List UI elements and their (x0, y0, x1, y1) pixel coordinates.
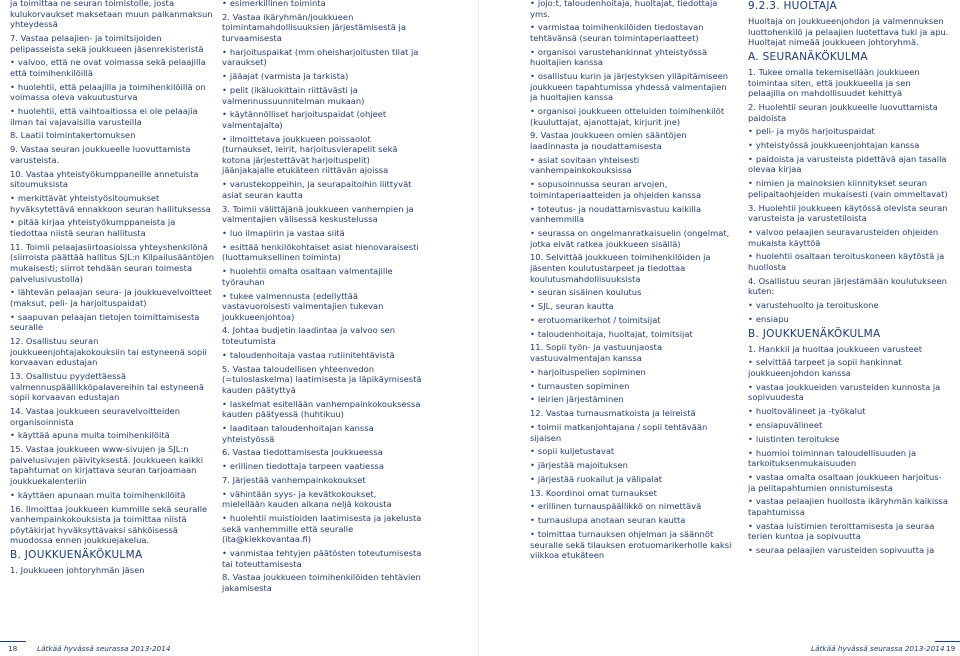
bullet-item: • nimien ja mainoksien kiinnitykset seuran pelipaitaohjeiden mukaisesti (vain ommeltavat) (748, 178, 950, 199)
paragraph: ja toimittaa ne seuran toimistolle, josta kulukorvaukset maksetaan muun palkanmaksun yhteydessä (10, 0, 213, 30)
bullet-item: • harjoituspelien sopiminen (530, 367, 735, 378)
bullet-item: • sopusoinnussa seuran arvojen, toimintaperiaatteiden ja ohjeiden kanssa (530, 179, 735, 200)
bullet-item: • varmistaa toimihenkilöiden tiedostavan tehtävänsä (seuran toimintaperiaatteet) (530, 22, 735, 43)
bullet-item: • leirien järjestäminen (530, 394, 735, 405)
bullet-item: • turnauslupa anotaan seuran kautta (530, 515, 735, 526)
left-page-column-1 (10, 0, 215, 579)
left-footer-title: Lätkää hyvässä seurassa 2013-2014 (37, 644, 171, 653)
paragraph: 3. Toimii välittäjänä joukkueen vanhempien ja valmentajien välisessä keskustelussa (222, 203, 414, 225)
bullet-item: • valvoo pelaajien seuravarusteiden ohjeiden mukaista käyttöä (748, 227, 950, 248)
paragraph: 3. Huolehtii joukkueen käytössä olevista seuran varusteista ja varustetiloista (748, 202, 948, 224)
bullet-item: • turnausten sopiminen (530, 381, 735, 392)
right-footer-text (811, 644, 945, 653)
section-heading: A. SEURANÄKÖKULMA (748, 50, 868, 63)
paragraph: 11. Sopii työn- ja vastuunjaosta vastuuvalmentajan kanssa (530, 342, 663, 364)
section-heading: B. JOUKKUENÄKÖKULMA (10, 549, 143, 562)
section-heading: B. JOUKKUENÄKÖKULMA (748, 327, 881, 340)
bullet-item: • vastaa joukkueiden varusteiden kunnosta ja sopivuudesta (748, 382, 950, 403)
bullet-item: • järjestää ruokailut ja välipalat (530, 474, 735, 485)
bullet-item: • varustekoppeihin, ja seurapaitoihin liittyvät asiat seuran kautta (222, 179, 422, 200)
right-page-column-1 (530, 0, 735, 564)
bullet-item: • esittää henkilökohtaiset asiat hienovaraisesti (luottamuksellinen toiminta) (222, 242, 422, 263)
bullet-item: • jojo:t, taloudenhoitaja, huoltajat, tiedottaja yms. (530, 0, 735, 19)
footer-rule-right (935, 641, 960, 642)
paragraph: 10. Vastaa yhteistyökumppaneille annetuista sitoumuksista (10, 168, 199, 190)
bullet-item: • asiat sovitaan yhteisesti vanhempainkokouksissa (530, 155, 735, 176)
bullet-item: • huolehtii osaltaan teroituskoneen käytöstä ja huollosta (748, 251, 950, 272)
bullet-item: • jääajat (varmista ja tarkista) (222, 71, 422, 82)
section-heading: 9.2.3. HUOLTAJA (748, 0, 838, 12)
paragraph: 11. Toimii pelaajasiirtoasioissa yhteyshenkilönä (siirroista päättää hallitus SJL:n Kilpailusääntöjen mukaisesti; siirrot tehdään seuran toimesta palvelusivustolla) (10, 241, 215, 284)
bullet-item: • peli- ja myös harjoituspaidat (748, 126, 950, 137)
bullet-item: • ilmoittetava joukkueen poissaolot (turnaukset, leirit, harjoitusvierapelit sekä kotona järjestettävät harjoituspelit) jäänjakajalle etukäteen riittävän ajoissa (222, 134, 422, 176)
bullet-item: • organisoi joukkueen otteluiden toimihenkilöt (kuuluttajat, ajanottajat, kirjurit jne) (530, 106, 735, 127)
bullet-item: • laskelmat esitellään vanhempainkokouksessa kauden päätyessä (huhtikuu) (222, 399, 422, 420)
bullet-item: • toteutus- ja noudattamisvastuu kaikilla vanhemmilla (530, 204, 735, 225)
bullet-item: • pelit (ikäluokittain riittävästi ja valmennussuunnitelman mukaan) (222, 85, 422, 106)
paragraph: 9. Vastaa seuran joukkueelle luovuttamista varusteista. (10, 144, 191, 165)
paragraph: 1. Hankkii ja huoltaa joukkueen varusteet (748, 343, 923, 354)
bullet-item: • varustehuolto ja teroituskone (748, 300, 950, 311)
bullet-item: • seuran sisäinen koulutus (530, 287, 735, 298)
bullet-item: • toimittaa turnauksen ohjelman ja säännöt seuralle sekä tilauksen erotuomarikerholle kaksi viikkoa etukäteen (530, 529, 735, 561)
bullet-item: • taloudenhoitaja, huoltajat, toimitsijat (530, 329, 735, 340)
paragraph: 6. Vastaa tiedottamisesta joukkueessa (222, 447, 383, 458)
bullet-item: • vanmistaa tehtyjen päätösten toteutumisesta tai toteuttamisesta (222, 548, 422, 569)
bullet-item: • harjoituspaikat (mm oheisharjoitusten tilat ja varaukset) (222, 47, 422, 68)
right-footer-title: Lätkää hyvässä seurassa 2013-2014 (811, 644, 945, 653)
paragraph: 7. Vastaa pelaajien- ja toimitsijoiden pelipasseista sekä joukkueen jäsenrekisteristä (10, 32, 204, 54)
left-page-column-2 (222, 0, 422, 597)
paragraph: 12. Osallistuu seuran joukkueenjohtajakokouksiin tai estyneenä sopii korvaavan edustajan (10, 336, 207, 368)
paragraph: 1. Joukkueen johtoryhmän jäsen (10, 565, 145, 576)
bullet-item: • esimerkillinen toiminta (222, 0, 422, 9)
bullet-item: • organisoi varustehankinnat yhteistyössä huoltajien kanssa (530, 47, 735, 68)
left-footer-text (37, 644, 171, 653)
bullet-item: • sopii kuljetustavat (530, 446, 735, 457)
bullet-item: • huolehtii muistioiden laatimisesta ja jakelusta sekä vanhemmille että seuralle (ita@kiekkovantaa.fi) (222, 513, 422, 545)
paragraph: Huoltaja on joukkueenjohdon ja valmennuksen luottohenkilö ja pelaajien luotettava tuki ja apu. Huoltajat nimeää joukkueen johtoryhmä. (748, 16, 949, 48)
bullet-item: • osallistuu kurin ja järjestyksen ylläpitämiseen joukkueen tapahtumissa yhdessä valmentajien ja huoltajien kanssa (530, 71, 735, 103)
bullet-item: • merkittävät yhteistyösitoumukset hyväksytettävä ennakkoon seuran hallituksessa (10, 193, 215, 214)
bullet-item: • SJL, seuran kautta (530, 301, 735, 312)
bullet-item: • vastaa pelaajien huollosta ikäryhmän kaikissa tapahtumissa (748, 496, 950, 517)
bullet-item: • valvoo, että ne ovat voimassa sekä pelaajilla että toimihenkilöillä (10, 57, 215, 78)
paragraph: 2. Huolehtii seuran joukkueelle luovuttamista paidoista (748, 101, 938, 123)
bullet-item: • saapuvan pelaajan tietojen toimittamisesta seuralle (10, 312, 215, 333)
bullet-item: • huolehtii, että vaihtoaitiossa ei ole pelaajia ilman tai vajavaisilla varusteilla (10, 106, 215, 127)
bullet-item: • toimii matkanjohtajana / sopii tehtävään sijaisen (530, 422, 735, 443)
bullet-item: • ensiapuvälineet (748, 420, 950, 431)
footer-rule-left (0, 641, 26, 642)
bullet-item: • yhteistyössä joukkueenjohtajan kanssa (748, 140, 950, 151)
bullet-item: • huolehtii, että pelaajilla ja toimihenkilöillä on voimassa oleva vakuutusturva (10, 82, 215, 103)
right-page-column-2 (748, 0, 950, 559)
bullet-item: • järjestää majoituksen (530, 460, 735, 471)
bullet-item: • huoltovälineet ja -työkalut (748, 406, 950, 417)
bullet-item: • luistinten teroitukse (748, 434, 950, 445)
bullet-item: • taloudenhoitaja vastaa rutiinitehtävistä (222, 350, 422, 361)
paragraph: 15. Vastaa joukkueen www-sivujen ja SJL:n palvelusivujen päivityksestä. Joukkueen kaikki tapahtumat on kirjattava seuran tarjoamaan joukkuekalenteriin (10, 444, 204, 486)
bullet-item: • laaditaan taloudenhoitajan kanssa yhteistyössä (222, 423, 422, 444)
left-page-number: 18 (8, 644, 18, 653)
bullet-item: • käyttää apuna muita toimihenkilöitä (10, 430, 215, 441)
bullet-item: • huomioi toiminnan taloudellisuuden ja tarkoituksenmukaisuuden (748, 448, 950, 469)
bullet-item: • selvittää tarpeet ja sopii hankinnat joukkueenjohdon kanssa (748, 357, 950, 378)
bullet-item: • paidoista ja varusteista pidettävä ajan tasalla olevaa kirjaa (748, 154, 950, 175)
paragraph: 9. Vastaa joukkueen omien sääntöjen laadinnasta ja noudattamisesta (530, 130, 687, 152)
bullet-item: • vastaa luistimien teroittamisesta ja seuraa terien kuntoa ja sopivuutta (748, 521, 950, 542)
paragraph: 4. Osallistuu seuran järjestämään koulutukseen kuten: (748, 275, 947, 297)
paragraph: 13. Osallistuu pyydettäessä valmennuspäällikköpalavereihin tai estyneenä sopii korvaavan edustajan (10, 371, 204, 403)
paragraph: 5. Vastaa taloudellisen yhteenvedon (=tuloslaskelma) laatimisesta ja läpikäymisestä kauden päätyttyä (222, 363, 422, 395)
paragraph: 7. Järjestää vanhempainkokoukset (222, 474, 366, 485)
bullet-item: • lähtevän pelaajan seura- ja joukkuevelvoitteet (maksut, peli- ja harjoituspaidat) (10, 287, 215, 308)
paragraph: 16. Ilmoittaa joukkueen kummille sekä seuralle vanhempainkokouksista ja toimittaa niistä pöytäkirjat hyväksyttävaksi sähköisessä muodossa ennen joukkuejakelua. (10, 503, 208, 546)
bullet-item: • luo ilmapiirin ja vastaa siitä (222, 228, 422, 239)
bullet-item: • käytännölliset harjoituspaidat (ohjeet valmentajalta) (222, 109, 422, 130)
bullet-item: • pitää kirjaa yhteistyökumppaneista ja tiedottaa niistä seuran hallitusta (10, 217, 215, 238)
bullet-item: • vähintään syys- ja kevätkokoukset, mielellään kauden aikana neljä kokousta (222, 489, 422, 510)
paragraph: 1. Tukee omalla tekemisellään joukkueen toimintaa siten, että joukkueella ja sen pelaajilla on mahdollisuudet kehittyä (748, 66, 920, 99)
bullet-item: • vastaa omalta osaltaan joukkueen harjoitus- ja pelitapahtumien onnistumisesta (748, 472, 950, 493)
bullet-item: • erillinen tiedottaja tarpeen vaatiessa (222, 461, 422, 472)
bullet-item: • seurassa on ongelmanratkaisuelin (ongelmat, jotka eivät ratkea joukkueen sisällä) (530, 228, 735, 249)
paragraph: 8. Laatii toimintakertomuksen (10, 130, 136, 141)
paragraph: 8. Vastaa joukkueen toimihenkilöiden tehtävien jakamisesta (222, 572, 421, 593)
bullet-item: • erotuomarikerhot / toimitsijat (530, 315, 735, 326)
paragraph: 12. Vastaa turnausmatkoista ja leireistä (530, 408, 696, 419)
paragraph: 13. Koordinoi omat turnaukset (530, 487, 657, 498)
paragraph: 2. Vastaa ikäryhmän/joukkueen toimintamahdollisuuksien järjestämisestä ja turvaamisesta (222, 11, 406, 43)
bullet-item: • erillinen turnauspäällikkö on nimettävä (530, 501, 735, 512)
paragraph: 14. Vastaa joukkueen seuravelvoitteiden organisoinnista (10, 406, 180, 427)
bullet-item: • käyttäen apunaan muita toimihenkilöitä (10, 490, 215, 501)
bullet-item: • seuraa pelaajien varusteiden sopivuutta ja (748, 545, 950, 556)
paragraph: 4. Johtaa budjetin laadintaa ja valvoo sen toteutumista (222, 325, 396, 347)
bullet-item: • huolehtii omalta osaltaan valmentajille työrauhan (222, 266, 422, 287)
bullet-item: • ensiapu (748, 314, 950, 325)
page-gutter (478, 0, 479, 656)
right-page-number: 19 (946, 644, 956, 653)
bullet-item: • tukee valmennusta (edellyttää vastavuoroisesti valmentajien tukevan joukkueenjohtoa) (222, 291, 422, 323)
paragraph: 10. Selvittää joukkueen toimihenkilöiden ja jäsenten koulutustarpeet ja tiedottaa koulutusmahdollisuuksista (530, 252, 711, 284)
